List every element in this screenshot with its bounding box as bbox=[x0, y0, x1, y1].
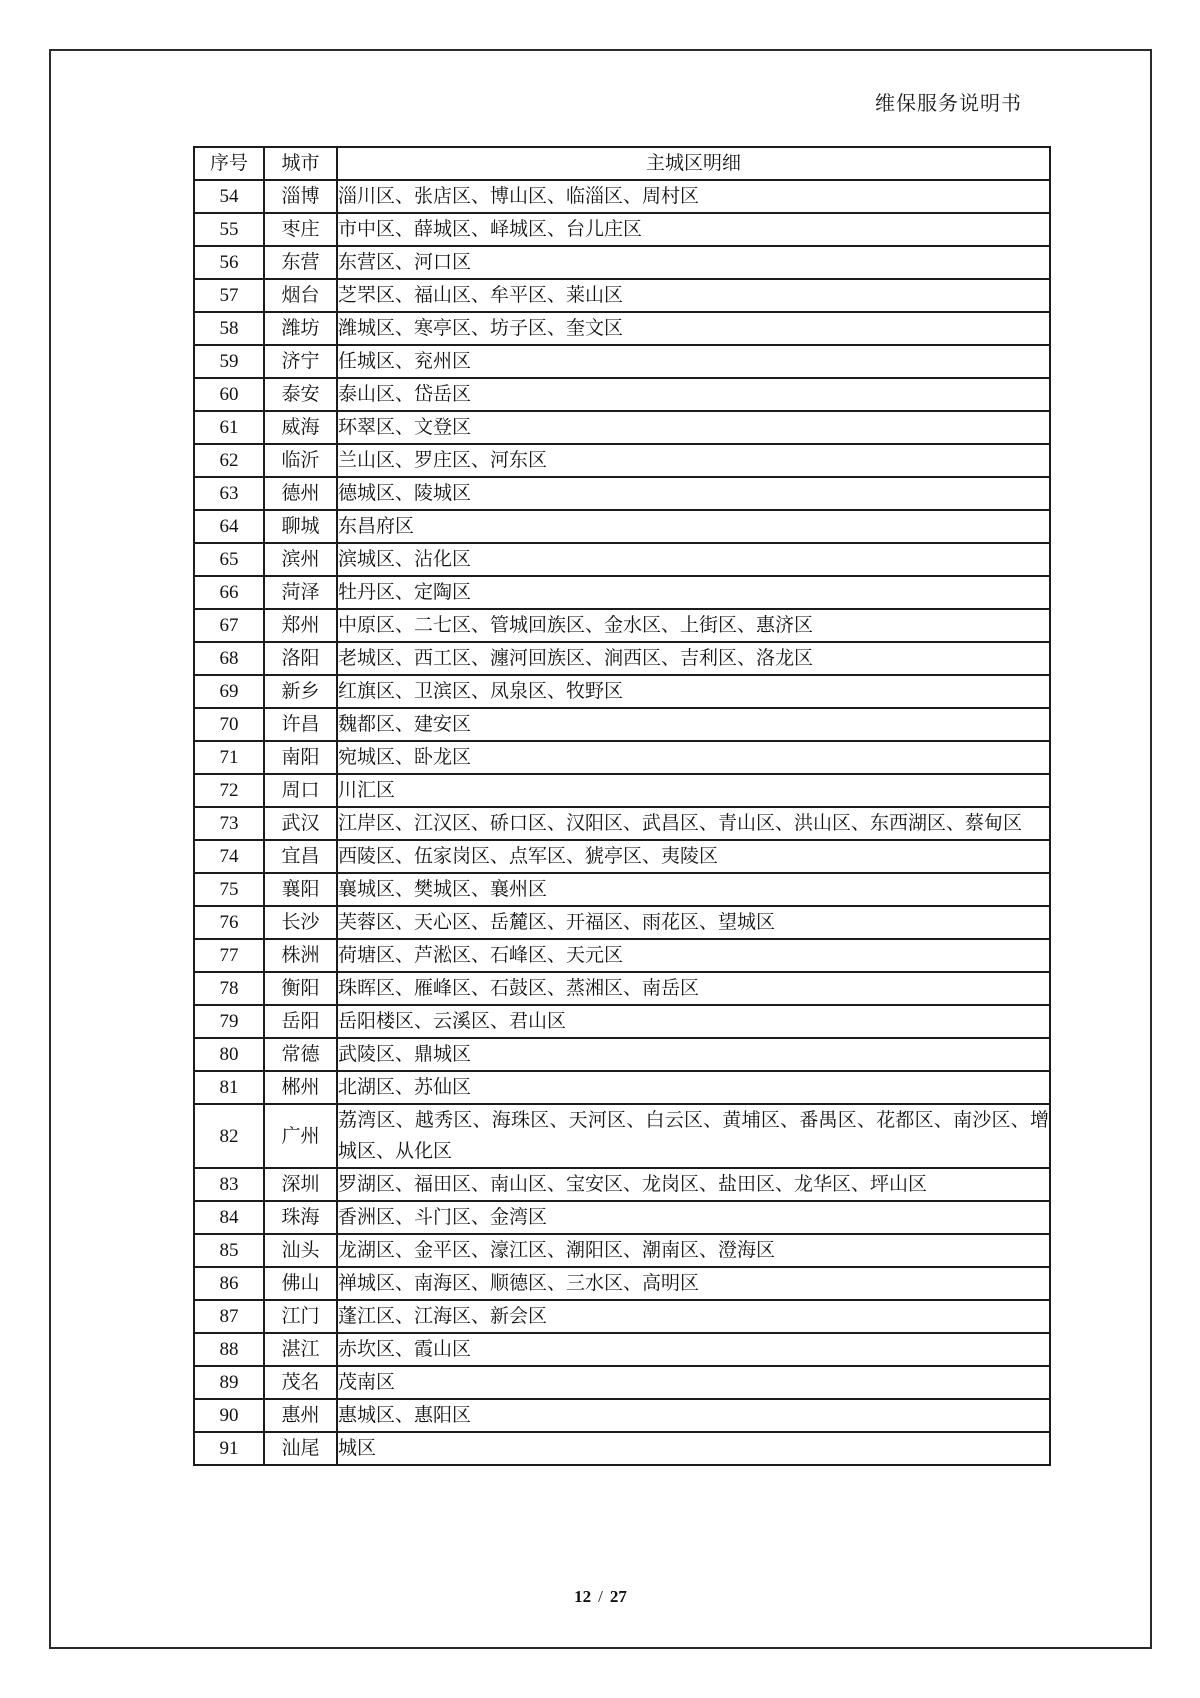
city-cell: 株洲 bbox=[264, 939, 337, 972]
districts-cell: 东昌府区 bbox=[337, 510, 1050, 543]
row-number-cell: 62 bbox=[194, 444, 264, 477]
table-row bbox=[194, 873, 1050, 906]
city-cell: 江门 bbox=[264, 1300, 337, 1333]
row-number-cell: 75 bbox=[194, 873, 264, 906]
table-row bbox=[194, 1333, 1050, 1366]
row-number-cell: 79 bbox=[194, 1005, 264, 1038]
row-number-cell: 61 bbox=[194, 411, 264, 444]
row-number-cell: 70 bbox=[194, 708, 264, 741]
districts-cell: 西陵区、伍家岗区、点军区、猇亭区、夷陵区 bbox=[337, 840, 1050, 873]
city-cell: 常德 bbox=[264, 1038, 337, 1071]
table-row bbox=[194, 1399, 1050, 1432]
districts-cell: 潍城区、寒亭区、坊子区、奎文区 bbox=[337, 312, 1050, 345]
city-cell: 武汉 bbox=[264, 807, 337, 840]
districts-cell: 茂南区 bbox=[337, 1366, 1050, 1399]
districts-cell: 滨城区、沾化区 bbox=[337, 543, 1050, 576]
table-row bbox=[194, 972, 1050, 1005]
districts-cell: 罗湖区、福田区、南山区、宝安区、龙岗区、盐田区、龙华区、坪山区 bbox=[337, 1168, 1050, 1201]
districts-cell: 东营区、河口区 bbox=[337, 246, 1050, 279]
districts-cell: 环翠区、文登区 bbox=[337, 411, 1050, 444]
column-header-city: 城市 bbox=[264, 147, 337, 180]
districts-cell: 德城区、陵城区 bbox=[337, 477, 1050, 510]
row-number-cell: 60 bbox=[194, 378, 264, 411]
row-number-cell: 54 bbox=[194, 180, 264, 213]
city-cell: 惠州 bbox=[264, 1399, 337, 1432]
page-footer bbox=[51, 1587, 1150, 1607]
city-cell: 湛江 bbox=[264, 1333, 337, 1366]
districts-cell: 中原区、二七区、管城回族区、金水区、上街区、惠济区 bbox=[337, 609, 1050, 642]
districts-cell: 淄川区、张店区、博山区、临淄区、周村区 bbox=[337, 180, 1050, 213]
row-number-cell: 64 bbox=[194, 510, 264, 543]
row-number-cell: 63 bbox=[194, 477, 264, 510]
table-row bbox=[194, 1366, 1050, 1399]
districts-cell: 兰山区、罗庄区、河东区 bbox=[337, 444, 1050, 477]
table-row bbox=[194, 1038, 1050, 1071]
table-row bbox=[194, 345, 1050, 378]
districts-cell: 宛城区、卧龙区 bbox=[337, 741, 1050, 774]
column-header-no: 序号 bbox=[194, 147, 264, 180]
row-number-cell: 85 bbox=[194, 1234, 264, 1267]
row-number-cell: 66 bbox=[194, 576, 264, 609]
districts-cell: 武陵区、鼎城区 bbox=[337, 1038, 1050, 1071]
row-number-cell: 78 bbox=[194, 972, 264, 1005]
districts-cell: 龙湖区、金平区、濠江区、潮阳区、潮南区、澄海区 bbox=[337, 1234, 1050, 1267]
row-number-cell: 68 bbox=[194, 642, 264, 675]
city-cell: 茂名 bbox=[264, 1366, 337, 1399]
table-row bbox=[194, 840, 1050, 873]
row-number-cell: 58 bbox=[194, 312, 264, 345]
row-number-cell: 57 bbox=[194, 279, 264, 312]
table-row bbox=[194, 180, 1050, 213]
table-row bbox=[194, 642, 1050, 675]
districts-cell: 市中区、薛城区、峄城区、台儿庄区 bbox=[337, 213, 1050, 246]
city-cell: 威海 bbox=[264, 411, 337, 444]
districts-cell: 岳阳楼区、云溪区、君山区 bbox=[337, 1005, 1050, 1038]
table-row bbox=[194, 1267, 1050, 1300]
districts-cell: 赤坎区、霞山区 bbox=[337, 1333, 1050, 1366]
districts-cell: 川汇区 bbox=[337, 774, 1050, 807]
city-cell: 菏泽 bbox=[264, 576, 337, 609]
districts-cell: 魏都区、建安区 bbox=[337, 708, 1050, 741]
city-cell: 深圳 bbox=[264, 1168, 337, 1201]
table-row bbox=[194, 1104, 1050, 1168]
table-row bbox=[194, 906, 1050, 939]
districts-cell: 城区 bbox=[337, 1432, 1050, 1465]
city-cell: 岳阳 bbox=[264, 1005, 337, 1038]
districts-cell: 香洲区、斗门区、金湾区 bbox=[337, 1201, 1050, 1234]
table-row bbox=[194, 1432, 1050, 1465]
districts-cell: 禅城区、南海区、顺德区、三水区、高明区 bbox=[337, 1267, 1050, 1300]
city-cell: 滨州 bbox=[264, 543, 337, 576]
city-cell: 潍坊 bbox=[264, 312, 337, 345]
row-number-cell: 67 bbox=[194, 609, 264, 642]
table-body bbox=[194, 180, 1050, 1465]
table-row bbox=[194, 246, 1050, 279]
city-cell: 南阳 bbox=[264, 741, 337, 774]
row-number-cell: 72 bbox=[194, 774, 264, 807]
row-number-cell: 89 bbox=[194, 1366, 264, 1399]
city-cell: 珠海 bbox=[264, 1201, 337, 1234]
table-row bbox=[194, 576, 1050, 609]
table-row bbox=[194, 1201, 1050, 1234]
districts-cell: 任城区、兖州区 bbox=[337, 345, 1050, 378]
table-row bbox=[194, 378, 1050, 411]
city-cell: 周口 bbox=[264, 774, 337, 807]
row-number-cell: 73 bbox=[194, 807, 264, 840]
row-number-cell: 80 bbox=[194, 1038, 264, 1071]
city-cell: 广州 bbox=[264, 1104, 337, 1168]
city-cell: 许昌 bbox=[264, 708, 337, 741]
city-cell: 烟台 bbox=[264, 279, 337, 312]
city-cell: 郴州 bbox=[264, 1071, 337, 1104]
row-number-cell: 86 bbox=[194, 1267, 264, 1300]
row-number-cell: 88 bbox=[194, 1333, 264, 1366]
city-cell: 聊城 bbox=[264, 510, 337, 543]
city-cell: 东营 bbox=[264, 246, 337, 279]
row-number-cell: 90 bbox=[194, 1399, 264, 1432]
table-row bbox=[194, 1071, 1050, 1104]
page-number-separator: / bbox=[598, 1587, 603, 1606]
table-row bbox=[194, 741, 1050, 774]
city-cell: 新乡 bbox=[264, 675, 337, 708]
row-number-cell: 59 bbox=[194, 345, 264, 378]
row-number-cell: 77 bbox=[194, 939, 264, 972]
city-cell: 宜昌 bbox=[264, 840, 337, 873]
city-cell: 郑州 bbox=[264, 609, 337, 642]
table-row bbox=[194, 543, 1050, 576]
table-row bbox=[194, 1234, 1050, 1267]
city-cell: 汕头 bbox=[264, 1234, 337, 1267]
districts-cell: 襄城区、樊城区、襄州区 bbox=[337, 873, 1050, 906]
city-cell: 泰安 bbox=[264, 378, 337, 411]
districts-cell: 芙蓉区、天心区、岳麓区、开福区、雨花区、望城区 bbox=[337, 906, 1050, 939]
doc-header-title: 维保服务说明书 bbox=[875, 93, 1022, 115]
row-number-cell: 84 bbox=[194, 1201, 264, 1234]
table-row bbox=[194, 444, 1050, 477]
table-row bbox=[194, 213, 1050, 246]
table-row bbox=[194, 312, 1050, 345]
row-number-cell: 69 bbox=[194, 675, 264, 708]
table-row bbox=[194, 279, 1050, 312]
row-number-cell: 82 bbox=[194, 1104, 264, 1168]
districts-cell: 泰山区、岱岳区 bbox=[337, 378, 1050, 411]
city-cell: 长沙 bbox=[264, 906, 337, 939]
city-cell: 洛阳 bbox=[264, 642, 337, 675]
current-page-number: 12 bbox=[574, 1587, 592, 1606]
table-row bbox=[194, 675, 1050, 708]
row-number-cell: 56 bbox=[194, 246, 264, 279]
districts-cell: 珠晖区、雁峰区、石鼓区、蒸湘区、南岳区 bbox=[337, 972, 1050, 1005]
districts-cell: 芝罘区、福山区、牟平区、莱山区 bbox=[337, 279, 1050, 312]
city-cell: 佛山 bbox=[264, 1267, 337, 1300]
column-header-districts: 主城区明细 bbox=[337, 147, 1050, 180]
city-cell: 衡阳 bbox=[264, 972, 337, 1005]
table-row bbox=[194, 1300, 1050, 1333]
table-row bbox=[194, 477, 1050, 510]
row-number-cell: 83 bbox=[194, 1168, 264, 1201]
city-cell: 枣庄 bbox=[264, 213, 337, 246]
table-row bbox=[194, 1005, 1050, 1038]
table-row bbox=[194, 1168, 1050, 1201]
table-row bbox=[194, 708, 1050, 741]
districts-cell: 牡丹区、定陶区 bbox=[337, 576, 1050, 609]
city-cell: 济宁 bbox=[264, 345, 337, 378]
row-number-cell: 91 bbox=[194, 1432, 264, 1465]
city-cell: 临沂 bbox=[264, 444, 337, 477]
row-number-cell: 87 bbox=[194, 1300, 264, 1333]
row-number-cell: 74 bbox=[194, 840, 264, 873]
row-number-cell: 76 bbox=[194, 906, 264, 939]
table-row bbox=[194, 411, 1050, 444]
table-row bbox=[194, 609, 1050, 642]
districts-cell: 北湖区、苏仙区 bbox=[337, 1071, 1050, 1104]
table-header-row bbox=[194, 147, 1050, 180]
table-row bbox=[194, 939, 1050, 972]
districts-cell: 荷塘区、芦淞区、石峰区、天元区 bbox=[337, 939, 1050, 972]
page-frame bbox=[49, 49, 1152, 1649]
table-row bbox=[194, 774, 1050, 807]
total-pages-number: 27 bbox=[609, 1587, 627, 1606]
districts-cell: 惠城区、惠阳区 bbox=[337, 1399, 1050, 1432]
districts-cell: 荔湾区、越秀区、海珠区、天河区、白云区、黄埔区、番禺区、花都区、南沙区、增城区、从化区 bbox=[337, 1104, 1050, 1168]
city-cell: 德州 bbox=[264, 477, 337, 510]
districts-cell: 江岸区、江汉区、硚口区、汉阳区、武昌区、青山区、洪山区、东西湖区、蔡甸区 bbox=[337, 807, 1050, 840]
table-row bbox=[194, 510, 1050, 543]
districts-cell: 红旗区、卫滨区、凤泉区、牧野区 bbox=[337, 675, 1050, 708]
row-number-cell: 81 bbox=[194, 1071, 264, 1104]
row-number-cell: 65 bbox=[194, 543, 264, 576]
districts-cell: 蓬江区、江海区、新会区 bbox=[337, 1300, 1050, 1333]
table-row bbox=[194, 807, 1050, 840]
row-number-cell: 71 bbox=[194, 741, 264, 774]
city-cell: 淄博 bbox=[264, 180, 337, 213]
row-number-cell: 55 bbox=[194, 213, 264, 246]
districts-table bbox=[193, 146, 1051, 1466]
city-cell: 襄阳 bbox=[264, 873, 337, 906]
districts-cell: 老城区、西工区、瀍河回族区、涧西区、吉利区、洛龙区 bbox=[337, 642, 1050, 675]
city-cell: 汕尾 bbox=[264, 1432, 337, 1465]
